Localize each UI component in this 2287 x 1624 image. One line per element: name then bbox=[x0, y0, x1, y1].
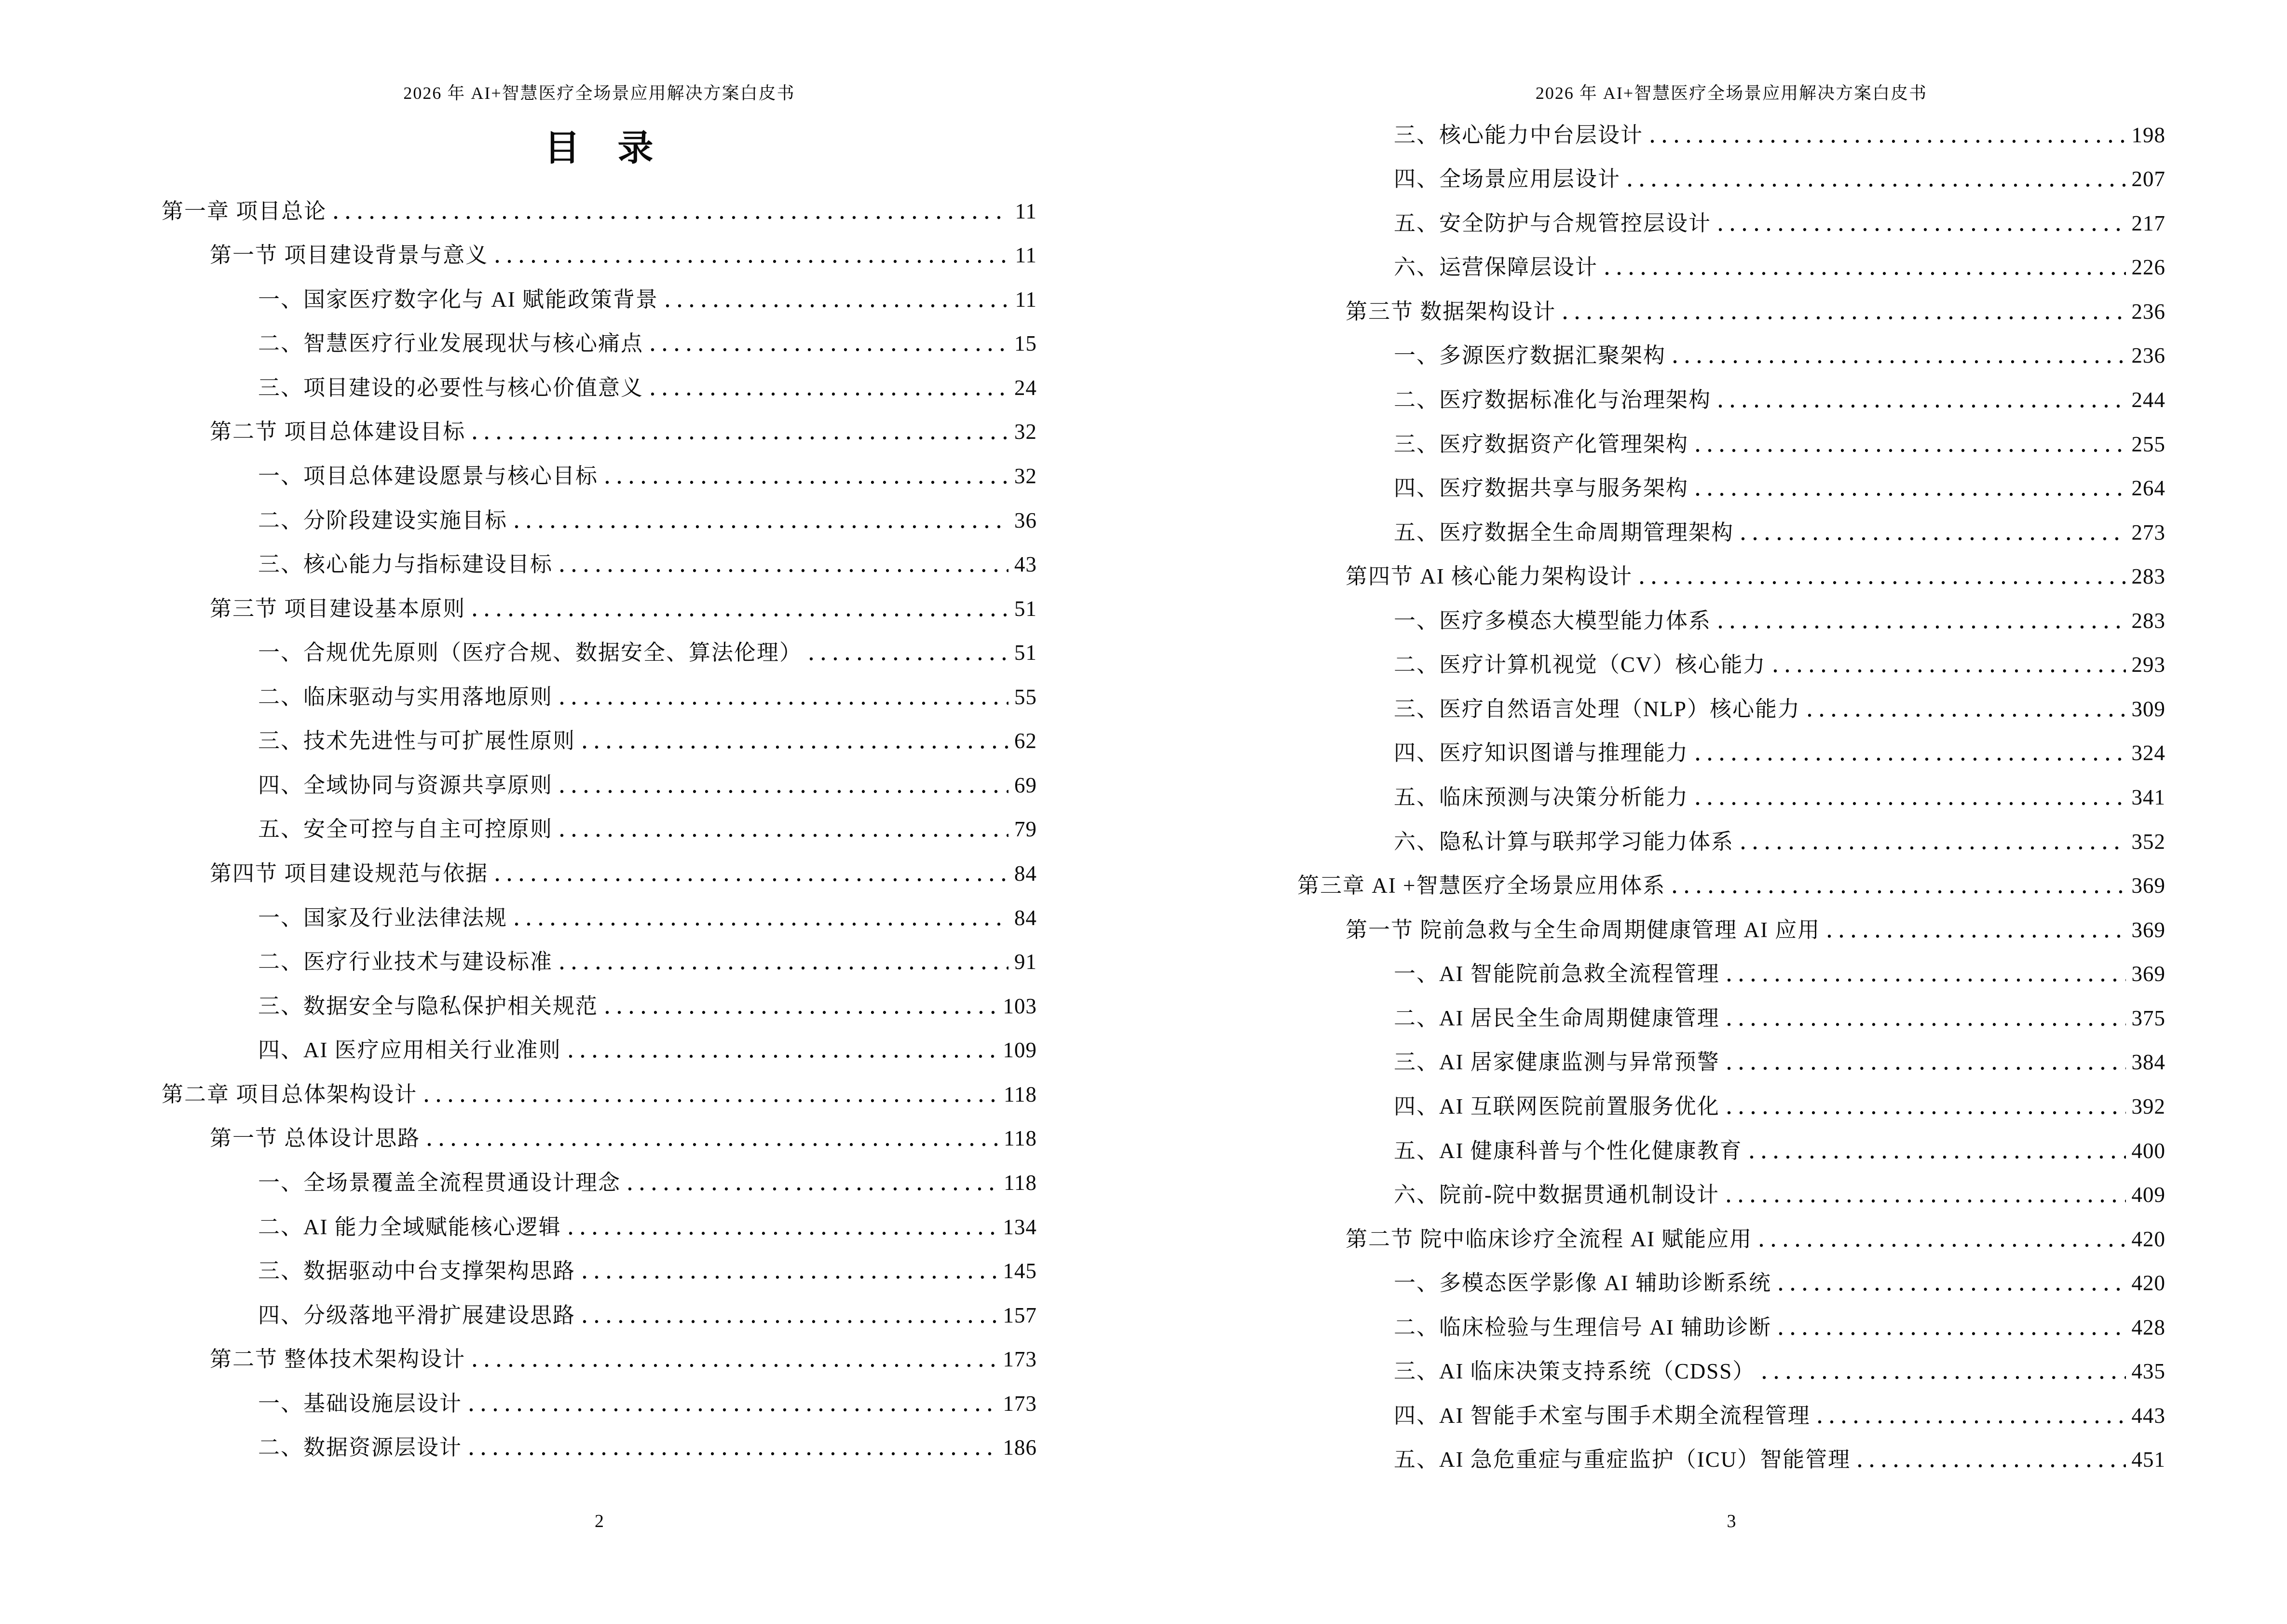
toc-entry bbox=[162, 939, 1037, 983]
toc-page-left bbox=[162, 0, 1037, 1624]
toc-entries-left bbox=[162, 188, 1037, 1468]
toc-entry bbox=[1297, 1127, 2165, 1172]
dot-leader bbox=[334, 215, 1009, 219]
dot-leader bbox=[1651, 138, 2125, 143]
running-header-right: 2026 年 AI+智慧医疗全场景应用解决方案白皮书 bbox=[1535, 83, 1928, 103]
toc-entry-text: 二、分阶段建设实施目标 bbox=[258, 508, 508, 532]
toc-entry-text: 一、全场景覆盖全流程贯通设计理念 bbox=[258, 1170, 621, 1195]
toc-entry bbox=[162, 629, 1037, 674]
toc-entry bbox=[1297, 951, 2165, 995]
toc-entry-text: 二、医疗计算机视觉（CV）核心能力 bbox=[1394, 653, 1766, 677]
toc-entry bbox=[162, 1380, 1037, 1424]
toc-entry bbox=[1297, 1304, 2165, 1348]
toc-entry bbox=[162, 983, 1037, 1027]
toc-entry-page-number: 24 bbox=[1014, 375, 1037, 400]
dot-leader bbox=[473, 435, 1008, 440]
toc-entry-page-number: 352 bbox=[2131, 829, 2165, 854]
dot-leader bbox=[1779, 1331, 2126, 1336]
dot-leader bbox=[1727, 1198, 2126, 1203]
dot-leader bbox=[583, 1319, 997, 1324]
toc-entry bbox=[162, 806, 1037, 850]
toc-entry-page-number: 32 bbox=[1014, 420, 1037, 444]
toc-entry-page-number: 400 bbox=[2131, 1138, 2165, 1163]
toc-entry-page-number: 62 bbox=[1014, 729, 1037, 753]
toc-entry-text: 第二节 院中临床诊疗全流程 AI 赋能应用 bbox=[1346, 1227, 1753, 1251]
toc-entry-page-number: 15 bbox=[1014, 331, 1037, 356]
toc-entry-text: 第一节 院前急救与全生命周期健康管理 AI 应用 bbox=[1346, 917, 1821, 942]
dot-leader bbox=[1673, 889, 2125, 894]
toc-entry-text: 一、国家医疗数字化与 AI 赋能政策背景 bbox=[258, 287, 658, 312]
dot-leader bbox=[560, 568, 1008, 573]
toc-entry-page-number: 79 bbox=[1014, 817, 1037, 842]
toc-entry bbox=[162, 894, 1037, 939]
toc-entry-page-number: 11 bbox=[1015, 243, 1037, 268]
dot-leader bbox=[1564, 315, 2125, 320]
toc-entry-text: 三、核心能力中台层设计 bbox=[1394, 123, 1644, 147]
toc-entry bbox=[162, 762, 1037, 806]
dot-leader bbox=[1728, 1065, 2126, 1070]
dot-leader bbox=[1779, 1286, 2126, 1291]
toc-entry-page-number: 217 bbox=[2131, 211, 2165, 235]
toc-entry-text: 三、项目建设的必要性与核心价值意义 bbox=[258, 375, 644, 400]
toc-entry-page-number: 255 bbox=[2131, 432, 2165, 456]
dot-leader bbox=[470, 1407, 997, 1412]
toc-entry-page-number: 173 bbox=[1003, 1391, 1037, 1416]
toc-entry-text: 三、AI 临床决策支持系统（CDSS） bbox=[1394, 1359, 1756, 1384]
dot-leader bbox=[1858, 1463, 2125, 1468]
toc-entry-page-number: 420 bbox=[2131, 1227, 2165, 1251]
toc-entry-text: 一、AI 智能院前急救全流程管理 bbox=[1394, 962, 1720, 986]
toc-entry bbox=[162, 1292, 1037, 1336]
toc-entry bbox=[162, 1027, 1037, 1071]
toc-entry-text: 二、智慧医疗行业发展现状与核心痛点 bbox=[258, 331, 644, 356]
toc-entry-page-number: 264 bbox=[2131, 476, 2165, 501]
dot-leader bbox=[425, 1098, 998, 1103]
toc-entry-page-number: 236 bbox=[2131, 343, 2165, 368]
toc-entry-page-number: 369 bbox=[2131, 917, 2165, 942]
toc-entry-text: 一、基础设施层设计 bbox=[258, 1391, 463, 1416]
dot-leader bbox=[515, 524, 1008, 529]
toc-entry-page-number: 43 bbox=[1014, 552, 1037, 577]
toc-entry bbox=[162, 232, 1037, 276]
toc-entry-text: 一、多源医疗数据汇聚架构 bbox=[1394, 343, 1666, 368]
toc-entry-page-number: 186 bbox=[1003, 1435, 1037, 1460]
toc-entry-page-number: 273 bbox=[2131, 520, 2165, 545]
toc-entry-page-number: 11 bbox=[1015, 199, 1037, 223]
toc-entry-page-number: 384 bbox=[2131, 1050, 2165, 1075]
toc-entry bbox=[162, 541, 1037, 586]
toc-entry-text: 二、AI 居民全生命周期健康管理 bbox=[1394, 1006, 1720, 1030]
toc-entry-page-number: 145 bbox=[1003, 1259, 1037, 1283]
toc-entry-text: 第二章 项目总体架构设计 bbox=[162, 1082, 418, 1106]
dot-leader bbox=[1808, 712, 2125, 717]
toc-entry-text: 一、医疗多模态大模型能力体系 bbox=[1394, 608, 1712, 633]
dot-leader bbox=[1719, 624, 2125, 629]
dot-leader bbox=[515, 921, 1008, 926]
toc-entry-page-number: 451 bbox=[2131, 1447, 2165, 1472]
toc-entry-page-number: 198 bbox=[2131, 123, 2165, 147]
running-header-left: 2026 年 AI+智慧医疗全场景应用解决方案白皮书 bbox=[403, 83, 795, 103]
toc-entry bbox=[162, 452, 1037, 497]
toc-entry-page-number: 375 bbox=[2131, 1006, 2165, 1030]
toc-entry-page-number: 309 bbox=[2131, 696, 2165, 721]
toc-entry bbox=[1297, 332, 2165, 377]
dot-leader bbox=[1696, 491, 2125, 496]
toc-entry-text: 五、AI 健康科普与个性化健康教育 bbox=[1394, 1138, 1742, 1163]
dot-leader bbox=[1719, 227, 2125, 232]
toc-entry-text: 四、AI 医疗应用相关行业准则 bbox=[258, 1038, 561, 1063]
toc-entry-text: 二、医疗数据标准化与治理架构 bbox=[1394, 387, 1712, 412]
toc-entry-text: 四、AI 智能手术室与围手术期全流程管理 bbox=[1394, 1403, 1811, 1428]
toc-entry-page-number: 369 bbox=[2131, 962, 2165, 986]
toc-entry bbox=[162, 1248, 1037, 1292]
dot-leader bbox=[496, 259, 1009, 263]
dot-leader bbox=[560, 965, 1008, 970]
dot-leader bbox=[1763, 1375, 2125, 1379]
toc-entry bbox=[1297, 509, 2165, 553]
dot-leader bbox=[1728, 1022, 2126, 1026]
dot-leader bbox=[628, 1186, 998, 1191]
toc-entry-text: 第四节 项目建设规范与依据 bbox=[210, 861, 489, 886]
toc-entry bbox=[162, 718, 1037, 762]
toc-entry-text: 三、医疗数据资产化管理架构 bbox=[1394, 432, 1689, 456]
toc-entry bbox=[1297, 906, 2165, 951]
dot-leader bbox=[560, 789, 1008, 793]
toc-entry bbox=[1297, 1348, 2165, 1392]
dot-leader bbox=[569, 1230, 997, 1235]
toc-entry-text: 一、国家及行业法律法规 bbox=[258, 905, 508, 930]
toc-entry bbox=[1297, 1215, 2165, 1260]
toc-entry-text: 二、医疗行业技术与建设标准 bbox=[258, 950, 553, 974]
dot-leader bbox=[810, 656, 1008, 661]
toc-entry-page-number: 84 bbox=[1014, 861, 1037, 886]
toc-entry-text: 五、安全防护与合规管控层设计 bbox=[1394, 211, 1712, 235]
dot-leader bbox=[1818, 1419, 2126, 1424]
toc-entry-text: 四、分级落地平滑扩展建设思路 bbox=[258, 1303, 576, 1327]
toc-page-right bbox=[1297, 0, 2165, 1624]
dot-leader bbox=[1696, 756, 2125, 761]
toc-entry bbox=[1297, 553, 2165, 598]
toc-entry bbox=[1297, 1260, 2165, 1304]
toc-entry-page-number: 36 bbox=[1014, 508, 1037, 532]
dot-leader bbox=[496, 877, 1008, 882]
dot-leader bbox=[1674, 359, 2125, 364]
toc-entry bbox=[162, 364, 1037, 409]
dot-leader bbox=[1696, 801, 2125, 805]
toc-entry-text: 三、核心能力与指标建设目标 bbox=[258, 552, 553, 577]
toc-entry bbox=[162, 497, 1037, 541]
toc-entry-text: 四、医疗数据共享与服务架构 bbox=[1394, 476, 1689, 501]
toc-entry bbox=[162, 188, 1037, 232]
toc-entry-page-number: 226 bbox=[2131, 255, 2165, 280]
toc-entry-text: 四、全域协同与资源共享原则 bbox=[258, 773, 553, 797]
toc-entry bbox=[1297, 730, 2165, 774]
toc-entry-page-number: 69 bbox=[1014, 773, 1037, 797]
dot-leader bbox=[1828, 933, 2125, 938]
toc-entry-text: 五、临床预测与决策分析能力 bbox=[1394, 785, 1689, 809]
toc-entry-page-number: 283 bbox=[2131, 608, 2165, 633]
toc-entry bbox=[1297, 1172, 2165, 1216]
toc-entry-page-number: 91 bbox=[1014, 950, 1037, 974]
toc-entry-text: 第二节 整体技术架构设计 bbox=[210, 1347, 466, 1372]
toc-entry-page-number: 103 bbox=[1003, 994, 1037, 1018]
toc-entry-page-number: 84 bbox=[1014, 905, 1037, 930]
toc-entry-page-number: 51 bbox=[1014, 596, 1037, 621]
toc-entry bbox=[162, 585, 1037, 629]
toc-entry bbox=[162, 1071, 1037, 1115]
dot-leader bbox=[1742, 536, 2125, 541]
toc-entry bbox=[162, 1336, 1037, 1380]
dot-leader bbox=[583, 1274, 997, 1279]
dot-leader bbox=[1696, 448, 2125, 452]
dot-leader bbox=[1774, 668, 2126, 673]
toc-entry bbox=[1297, 376, 2165, 421]
toc-entry-page-number: 118 bbox=[1004, 1126, 1037, 1151]
toc-entry-text: 二、临床检验与生理信号 AI 辅助诊断 bbox=[1394, 1315, 1771, 1339]
toc-entry bbox=[1297, 1436, 2165, 1481]
toc-title: 目 录 bbox=[544, 129, 654, 168]
toc-entry-page-number: 283 bbox=[2131, 564, 2165, 589]
dot-leader bbox=[1760, 1242, 2125, 1247]
toc-entry-text: 一、合规优先原则（医疗合规、数据安全、算法伦理） bbox=[258, 641, 803, 665]
dot-leader bbox=[606, 1010, 997, 1014]
toc-entry bbox=[162, 409, 1037, 453]
toc-entries-right bbox=[1297, 111, 2165, 1480]
toc-entry-text: 二、临床驱动与实用落地原则 bbox=[258, 684, 553, 709]
toc-entry bbox=[162, 320, 1037, 365]
dot-leader bbox=[1719, 403, 2125, 408]
toc-entry-text: 第二节 项目总体建设目标 bbox=[210, 420, 466, 444]
toc-entry-text: 二、数据资源层设计 bbox=[258, 1435, 463, 1460]
toc-entry-text: 第一节 项目建设背景与意义 bbox=[210, 243, 489, 268]
toc-entry bbox=[162, 673, 1037, 718]
dot-leader bbox=[651, 347, 1008, 352]
toc-entry-text: 三、技术先进性与可扩展性原则 bbox=[258, 729, 576, 753]
dot-leader bbox=[1640, 580, 2126, 585]
toc-entry-page-number: 443 bbox=[2131, 1403, 2165, 1428]
toc-entry-text: 六、隐私计算与联邦学习能力体系 bbox=[1394, 829, 1734, 854]
dot-leader bbox=[569, 1053, 997, 1058]
toc-entry bbox=[162, 1203, 1037, 1248]
toc-entry-text: 第一章 项目总论 bbox=[162, 199, 327, 223]
toc-entry-page-number: 11 bbox=[1015, 287, 1037, 312]
toc-entry-text: 三、数据安全与隐私保护相关规范 bbox=[258, 994, 599, 1018]
toc-entry bbox=[1297, 641, 2165, 686]
toc-entry-page-number: 55 bbox=[1014, 684, 1037, 709]
toc-entry-page-number: 369 bbox=[2131, 873, 2165, 898]
toc-entry-page-number: 435 bbox=[2131, 1359, 2165, 1384]
toc-entry-page-number: 157 bbox=[1003, 1303, 1037, 1327]
toc-entry bbox=[1297, 1392, 2165, 1436]
toc-entry bbox=[162, 1424, 1037, 1469]
toc-entry-page-number: 420 bbox=[2131, 1271, 2165, 1296]
toc-entry bbox=[1297, 156, 2165, 200]
toc-entry bbox=[1297, 200, 2165, 244]
toc-entry-text: 四、全场景应用层设计 bbox=[1394, 167, 1621, 191]
dot-leader bbox=[1750, 1154, 2126, 1159]
dot-leader bbox=[473, 1363, 997, 1367]
toc-entry-page-number: 236 bbox=[2131, 299, 2165, 324]
toc-entry bbox=[1297, 421, 2165, 465]
page-number-left: 2 bbox=[595, 1511, 604, 1531]
toc-entry bbox=[1297, 685, 2165, 730]
toc-entry-page-number: 32 bbox=[1014, 464, 1037, 488]
toc-entry-page-number: 118 bbox=[1004, 1170, 1037, 1195]
dot-leader bbox=[560, 700, 1008, 705]
toc-entry bbox=[1297, 862, 2165, 907]
toc-entry bbox=[1297, 818, 2165, 862]
toc-entry bbox=[1297, 597, 2165, 641]
dot-leader bbox=[1606, 271, 2125, 275]
toc-entry bbox=[162, 1159, 1037, 1203]
dot-leader bbox=[473, 612, 1008, 617]
toc-entry-text: 第三节 数据架构设计 bbox=[1346, 299, 1556, 324]
toc-entry-text: 二、AI 能力全域赋能核心逻辑 bbox=[258, 1215, 561, 1239]
toc-entry-text: 三、数据驱动中台支撑架构思路 bbox=[258, 1259, 576, 1283]
dot-leader bbox=[1728, 1110, 2126, 1115]
toc-entry bbox=[1297, 244, 2165, 288]
toc-entry-page-number: 341 bbox=[2131, 785, 2165, 809]
dot-leader bbox=[1742, 845, 2125, 850]
toc-entry-page-number: 244 bbox=[2131, 387, 2165, 412]
dot-leader bbox=[606, 479, 1008, 484]
toc-entry-text: 三、AI 居家健康监测与异常预警 bbox=[1394, 1050, 1720, 1075]
toc-entry bbox=[1297, 1039, 2165, 1083]
toc-entry bbox=[1297, 774, 2165, 818]
toc-entry-page-number: 324 bbox=[2131, 741, 2165, 765]
toc-entry-page-number: 51 bbox=[1014, 641, 1037, 665]
toc-entry-page-number: 293 bbox=[2131, 653, 2165, 677]
toc-entry bbox=[1297, 995, 2165, 1039]
toc-entry-page-number: 173 bbox=[1003, 1347, 1037, 1372]
toc-entry-text: 第一节 总体设计思路 bbox=[210, 1126, 421, 1151]
toc-entry bbox=[162, 850, 1037, 894]
dot-leader bbox=[666, 303, 1009, 308]
toc-entry bbox=[1297, 465, 2165, 509]
toc-entry-text: 第四节 AI 核心能力架构设计 bbox=[1346, 564, 1633, 589]
toc-entry bbox=[1297, 1083, 2165, 1127]
toc-entry bbox=[162, 276, 1037, 320]
toc-entry-page-number: 109 bbox=[1003, 1038, 1037, 1063]
dot-leader bbox=[428, 1142, 998, 1146]
toc-entry-text: 五、AI 急危重症与重症监护（ICU）智能管理 bbox=[1394, 1447, 1851, 1472]
toc-entry bbox=[1297, 288, 2165, 332]
toc-entry bbox=[162, 1115, 1037, 1160]
toc-entry-text: 六、院前-院中数据贯通机制设计 bbox=[1394, 1183, 1719, 1207]
page-number-right: 3 bbox=[1727, 1511, 1736, 1531]
dot-leader bbox=[651, 391, 1008, 396]
toc-entry-text: 四、AI 互联网医院前置服务优化 bbox=[1394, 1094, 1720, 1119]
dot-leader bbox=[1728, 977, 2126, 982]
toc-entry-text: 第三节 项目建设基本原则 bbox=[210, 596, 466, 621]
toc-entry-page-number: 134 bbox=[1003, 1215, 1037, 1239]
toc-entry-text: 五、医疗数据全生命周期管理架构 bbox=[1394, 520, 1734, 545]
toc-entry-page-number: 118 bbox=[1004, 1082, 1037, 1106]
toc-entry-page-number: 392 bbox=[2131, 1094, 2165, 1119]
toc-entry bbox=[1297, 111, 2165, 156]
toc-entry-text: 六、运营保障层设计 bbox=[1394, 255, 1598, 280]
toc-entry-text: 五、安全可控与自主可控原则 bbox=[258, 817, 553, 842]
toc-entry-text: 一、多模态医学影像 AI 辅助诊断系统 bbox=[1394, 1271, 1771, 1296]
dot-leader bbox=[470, 1451, 997, 1456]
toc-entry-text: 四、医疗知识图谱与推理能力 bbox=[1394, 741, 1689, 765]
dot-leader bbox=[560, 832, 1008, 837]
dot-leader bbox=[583, 744, 1008, 749]
toc-entry-text: 一、项目总体建设愿景与核心目标 bbox=[258, 464, 599, 488]
toc-entry-page-number: 207 bbox=[2131, 167, 2165, 191]
toc-entry-page-number: 409 bbox=[2131, 1183, 2165, 1207]
toc-entry-page-number: 428 bbox=[2131, 1315, 2165, 1339]
toc-entry-text: 三、医疗自然语言处理（NLP）核心能力 bbox=[1394, 696, 1801, 721]
dot-leader bbox=[1628, 182, 2125, 187]
toc-entry-text: 第三章 AI +智慧医疗全场景应用体系 bbox=[1297, 873, 1666, 898]
